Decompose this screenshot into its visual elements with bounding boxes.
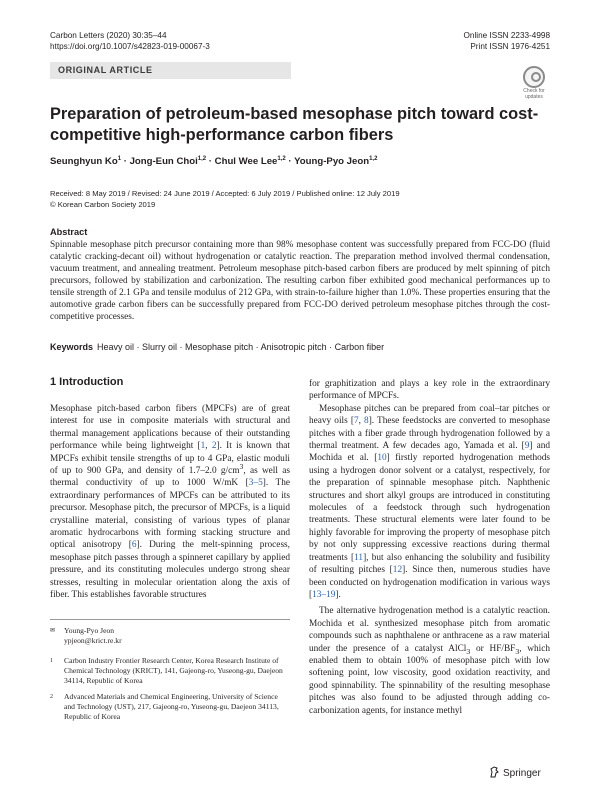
- author-list: [50, 155, 550, 168]
- abstract-text: Spinnable mesophase pitch precursor containing more than 98% mesophase content was successfully prepared from FCC-DO (fluid catalytic cracking-decant oil) without hydrogenation or catalytic reaction. The preparation method involved thermal condensation, vacuum treatment, and annealing treatment. Petroleum mesophase pitch-based carbon fibers are produced by melt spinning of pitch precursors, followed by stabilization and carbonization. The resulting carbon fiber exhibited good mechanical performances up to tensile strength of 2.1 GPa and tensile modulus of 212 GPa, with strain-to-failure higher than 1.0%. These properties ensuring that the automotive grade carbon fibers can be successfully prepared from FCC-DO derived petroleum mesophase pitches through the cost-competitive processes.: [50, 240, 550, 322]
- paragraph: Mesophase pitch-based carbon fibers (MPCFs) are of great interest for use in composite materials with structural and thermal management applications because of their outstanding performance while being lightweight [1, 2]. It is known that MPCFs exhibit tensile strengths of up to 4 GPa, elastic moduli of up to 900 GPa, and density of 1.7–2.0 $g/cm^3$, as well as thermal conductivity of up to 1000 W/mK [3–5]. The extraordinary performances of MPCFs can be attributed to its precursor. Mesophase pitch, the precursor of MPCFs, is a liquid crystalline material, consisting of various types of planar aromatic hydrocarbons with forming stacking structure and optical anisotropy [6]. During the melt-spinning process, mesophase pitch passes through a spinneret capillary by applied pressure, and its constituting molecules undergo strong shear stresses, resulting in molecular orientation along the axis of fiber. This establishes favorable structures: [50, 404, 291, 601]
- article-type-banner: ORIGINAL ARTICLE: [50, 62, 291, 79]
- publisher-logo: [488, 766, 541, 779]
- citation-link[interactable]: 12: [392, 565, 403, 576]
- check-updates-label: Check for updates: [523, 88, 545, 100]
- keywords-list: Heavy oil · Slurry oil · Mesophase pitch · Anisotropic pitch · Carbon fiber: [97, 342, 385, 352]
- running-header-left: [50, 30, 210, 52]
- citation-link[interactable]: 8: [364, 416, 369, 427]
- affiliation-1: [50, 656, 290, 686]
- affiliation-mark: 1: [50, 658, 53, 664]
- publisher-name: Springer: [503, 768, 541, 779]
- author-affiliation-mark: 1,2: [197, 155, 207, 162]
- print-issn: Print ISSN 1976-4251: [470, 42, 550, 51]
- author-name[interactable]: Chul Wee Lee: [214, 156, 278, 167]
- body-column-left: [50, 403, 290, 602]
- citation-link[interactable]: 13–19: [312, 589, 336, 600]
- citation-link[interactable]: 9: [524, 441, 530, 452]
- affiliation-2: [50, 692, 290, 722]
- author-separator: ·: [121, 156, 130, 167]
- author-affiliation-mark: 1,2: [369, 155, 378, 162]
- author-name[interactable]: Seunghyun Ko: [50, 156, 118, 167]
- publication-dates: Received: 8 May 2019 / Revised: 24 June 2019 / Accepted: 6 July 2019 / Published online: 12 July 2019: [50, 189, 400, 198]
- abstract-heading: Abstract: [50, 227, 88, 237]
- corresponding-author: [50, 626, 290, 646]
- author-name[interactable]: Young-Pyo Jeon: [294, 156, 370, 167]
- citation-link[interactable]: 10: [377, 453, 387, 464]
- citation-link[interactable]: 6: [131, 540, 137, 551]
- copyright-line: © Korean Carbon Society 2019: [50, 199, 156, 209]
- author-separator: ·: [206, 156, 215, 167]
- springer-horse-icon: [488, 766, 500, 778]
- citation-link[interactable]: 1: [200, 441, 206, 452]
- paragraph: for graphitization and plays a key role in the extraordinary performance of MPCFs.: [309, 379, 550, 402]
- body-column-right: [309, 378, 550, 717]
- corresponding-name: Young-Pyo Jeon: [64, 626, 115, 635]
- footnote-rule: [50, 619, 290, 620]
- paragraph: Mesophase pitches can be prepared from coal–tar pitches or heavy oils [7, 8]. These feedstocks are converted to mesophase pitches with a fiber grade through hydrogenation followed by a thermal treatment. A few decades ago, Yamada et al. [9] and Mochida et al. [10] firstly reported hydrogenation methods using a hydrogen donor solvent or a catalyst, respectively, for the preparation of spinnable mesophase pitch. Naphthenic structures and short alkyl groups are introduced in constituting molecules of a feedstock through such hydrogenation treatments. These structural elements were later found to be highly favorable for improving the property of mesophase pitch by not only suppressing excessive reactions during thermal treatments [11], but also enhancing the solubility and fusibility of resulting pitches [12]. Since then, numerous studies have been conducted on hydrogenation modification in various ways [13–19].: [309, 403, 551, 600]
- citation-link[interactable]: 7: [353, 416, 359, 427]
- keywords-label: Keywords: [50, 342, 94, 352]
- author-separator: ·: [285, 156, 295, 167]
- section-heading-introduction: 1 Introduction: [50, 376, 124, 388]
- running-header-right: [464, 30, 550, 52]
- corresponding-email[interactable]: ypjeon@krict.re.kr: [64, 636, 122, 645]
- citation-link[interactable]: 11: [354, 552, 364, 563]
- doi-link[interactable]: https://doi.org/10.1007/s42823-019-00067-3: [50, 42, 210, 51]
- affiliation-text: Advanced Materials and Chemical Engineering, University of Science and Technology (UST), 217, Gajeong-ro, Yuseong-gu, Daejeon 34113, Republic of Korea: [64, 692, 279, 721]
- paragraph: The alternative hydrogenation method is a catalytic reaction. Mochida et al. synthesized mesophase pitch from aromatic compounds such as naphthalene or anthracene as a raw material under the presence of a catalyst AlCl$_3$ or $HF/BF_3$, which enabled them to obtain 100% of mesophase pitch with low softening point, low viscosity, good oxidation reactivity, and good spinnability. The spinnability of the resulting mesophase pitches was also found to be adjusted through adding co-carbonization agents, for instance methyl: [309, 606, 551, 716]
- author-name[interactable]: Jong-Eun Choi: [129, 156, 198, 167]
- journal-citation: Carbon Letters (2020) 30:35–44: [50, 31, 167, 40]
- envelope-icon: ✉: [50, 628, 56, 634]
- online-issn: Online ISSN 2233-4998: [463, 31, 550, 40]
- citation-link[interactable]: 2: [211, 441, 217, 452]
- affiliation-text: Carbon Industry Frontier Research Center, Korea Research Institute of Chemical Technology (KRICT), 141, Gajeong-ro, Yuseong-gu, Daejeon 34114, Republic of Korea: [64, 656, 283, 685]
- citation-link[interactable]: 3–5: [248, 478, 263, 489]
- article-title: Preparation of petroleum-based mesophase pitch toward cost-competitive high-performance carbon fibers: [50, 105, 539, 144]
- author-affiliation-mark: 1: [117, 155, 122, 162]
- keywords: [50, 341, 550, 353]
- author-affiliation-mark: 1,2: [277, 155, 286, 162]
- history-dates: [50, 189, 550, 210]
- affiliation-mark: 2: [50, 694, 53, 700]
- check-updates-icon: [523, 66, 545, 88]
- check-for-updates-button[interactable]: [519, 66, 549, 102]
